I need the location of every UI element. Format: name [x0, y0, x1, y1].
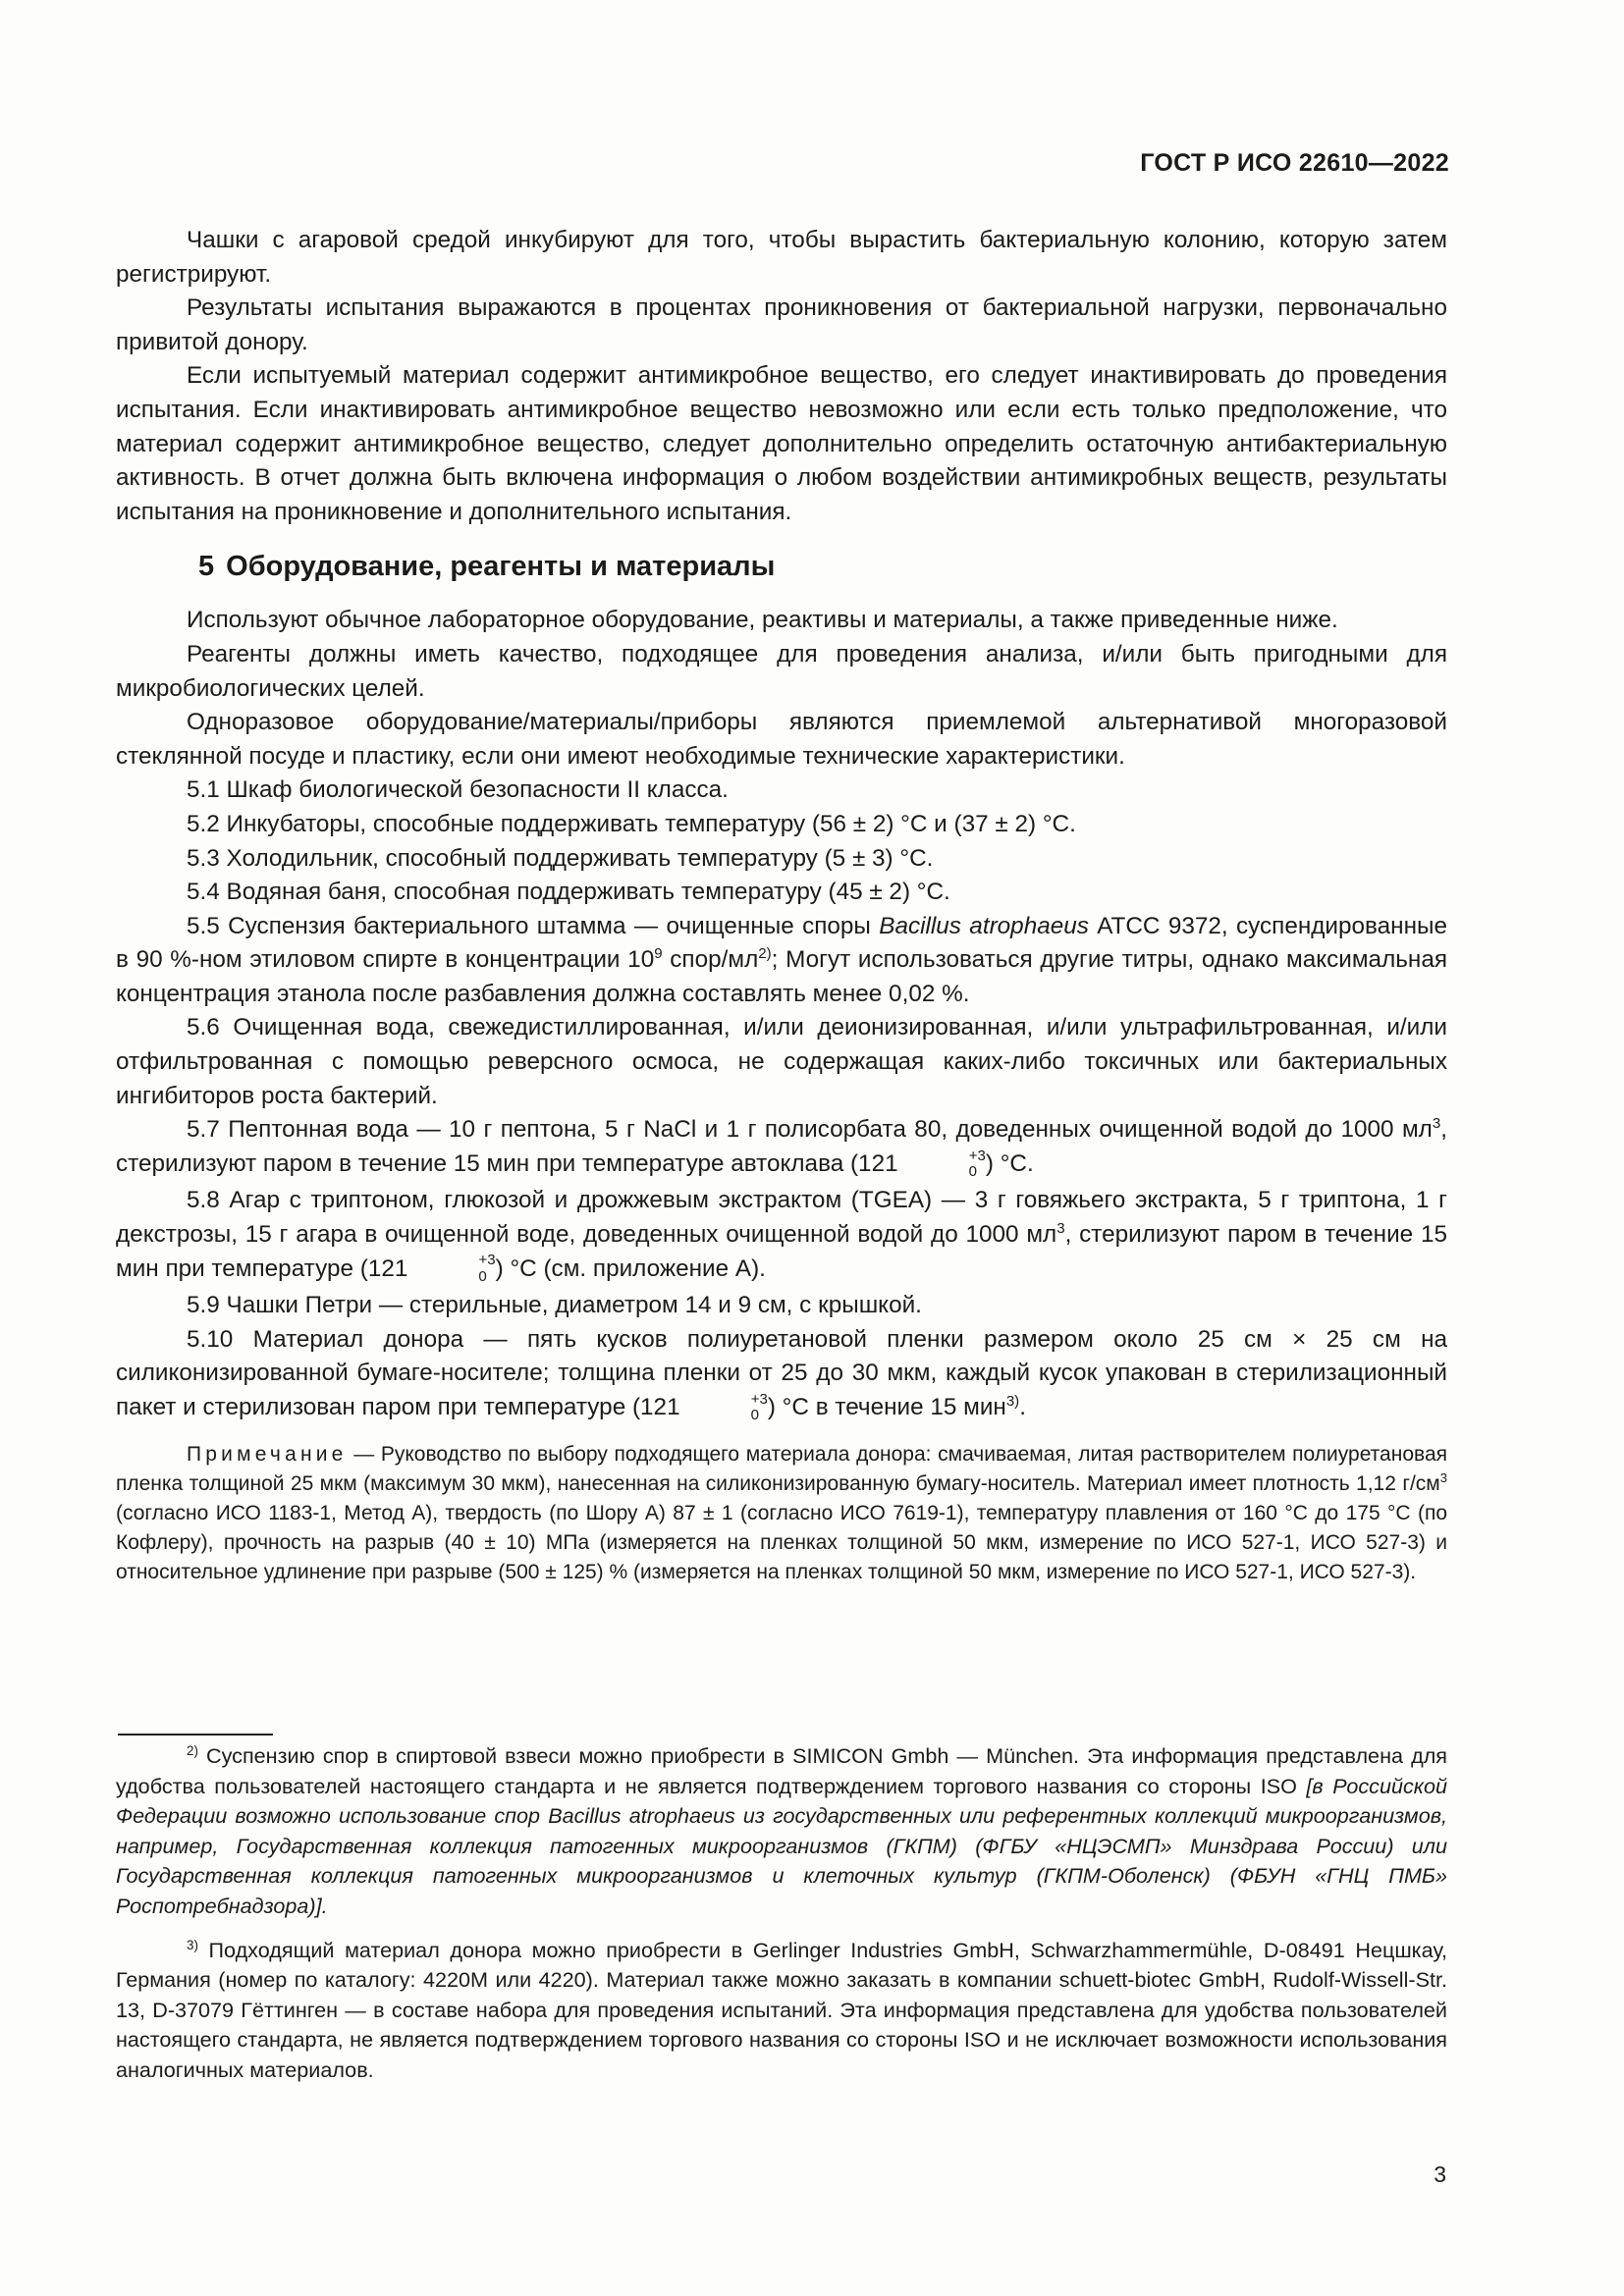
temperature-tolerance: $_0^{+3}$	[968, 1147, 986, 1181]
item-5-6: 5.6 Очищенная вода, свежедистиллированная, и/или деионизированная, и/или ультрафильтрованная, и/или отфильтрованная с помощью реверсного осмоса, не содержащая каких-либо токсичных или бактериальных ингибиторов роста бактерий.	[116, 1014, 1447, 1109]
item-5-1: 5.1 Шкаф биологической безопасности II класса.	[187, 776, 729, 804]
item-5-8: 5.8 Агар с триптоном, глюкозой и дрожжевым экстрактом (TGEA) — 3 г говяжьего экстракта, 5 г триптона, 1 г декстрозы, 15 г агара в очищенной воде, доведенных очищенной водой до 1000 $мл^3$, стерилизуют паром в течение 15 мин при температуре (121 $_0^{+3}$) °С (см. приложение А).	[116, 1184, 1447, 1289]
section-title: Оборудование, реагенты и материалы	[226, 551, 776, 583]
item-5-9: 5.9 Чашки Петри — стерильные, диаметром 14 и 9 см, с крышкой.	[187, 1292, 922, 1319]
footnote-mark-3: 3)	[187, 1937, 198, 1952]
item-5-10: 5.10 Материал донора — пять кусков полиуретановой пленки размером около 25 см × 25 см на силиконизированной бумаге-носителе; толщина пленки от 25 до 30 мкм, каждый кусок упакован в стерилизационный пакет и стерилизован паром при температуре (121 $_0^{+3}$) °С в течение 15 мин$^{3)}$.	[116, 1323, 1447, 1428]
section-paragraph-1: Используют обычное лабораторное оборудование, реактивы и материалы, а также приведенные ниже.	[187, 607, 1338, 634]
footnote-mark-2: 2)	[187, 1742, 198, 1758]
intro-paragraph-1: Чашки с агаровой средой инкубируют для того, чтобы вырастить бактериальную колонию, которую затем регистрируют.	[116, 227, 1447, 288]
exponent: 3	[1432, 1115, 1441, 1133]
item-5-7: 5.7 Пептонная вода — 10 г пептона, 5 г NaCl и 1 г полисорбата 80, доведенных очищенной водой до 1000 $мл^3$, стерилизуют паром в течение 15 мин при температуре автоклава (121 $_0^{+3}$) °С.	[116, 1113, 1447, 1184]
footnotes	[116, 1741, 1447, 2100]
exponent: 3	[1056, 1220, 1065, 1237]
footnote-ref-3[interactable]: 3)	[1005, 1392, 1020, 1410]
temperature-tolerance: $_0^{+3}$	[750, 1390, 768, 1424]
footnote-2-italic: [в Российской Федерации возможно использование спор Bacillus atrophaeus из государственных или референтных коллекций микроорганизмов, например, Государственная коллекция патогенных микроорганизмов (ГКПМ) (ФГБУ «НЦЭСМП» Минздрава России) или Государственная коллекция патогенных микроорганизмов и клеточных культур (ГКПМ-Оболенск) (ФБУН «ГНЦ ПМБ» Роспотребнадзора)].	[116, 1773, 1447, 1918]
footnote-ref-2[interactable]: 2)	[758, 945, 772, 963]
exponent: 9	[654, 945, 663, 963]
footnote-2: $^{2)}$ Суспензию спор в спиртовой взвеси можно приобрести в SIMICON Gmbh — München. Эта информация представлена для удобства пользователей настоящего стандарта и не является подтверждением торгового названия со стороны ISO [в Российской Федерации возможно использование спор Bacillus atrophaeus из государственных или референтных коллекций микроорганизмов, например, Государственная коллекция патогенных микроорганизмов (ГКПМ) (ФГБУ «НЦЭСМП» Минздрава России) или Государственная коллекция патогенных микроорганизмов и клеточных культур (ГКПМ-Оболенск) (ФБУН «ГНЦ ПМБ» Роспотребнадзора)].	[116, 1742, 1447, 1918]
intro-paragraph-3: Если испытуемый материал содержит антимикробное вещество, его следует инактивировать до проведения испытания. Если инактивировать антимикробное вещество невозможно или если есть только предположение, что материал содержит антимикробное вещество, следует дополнительно определить остаточную антибактериальную активность. В отчет должна быть включена информация о любом воздействии антимикробных веществ, результаты испытания на проникновение и дополнительного испытания.	[116, 362, 1447, 525]
section-paragraph-2: Реагенты должны иметь качество, подходящее для проведения анализа, и/или быть пригодными для микробиологических целей.	[116, 640, 1447, 702]
exponent: 3	[1439, 1469, 1447, 1485]
item-5-2: 5.2 Инкубаторы, способные поддерживать температуру (56 ± 2) °С и (37 ± 2) °С.	[187, 810, 1076, 837]
species-name: Bacillus atrophaeus	[879, 912, 1089, 939]
section-heading	[198, 545, 1447, 588]
standard-header: ГОСТ Р ИСО 22610—2022	[1140, 149, 1449, 177]
section-number: 5	[198, 551, 215, 583]
page-number: 3	[1434, 2162, 1446, 2187]
main-content	[116, 224, 1447, 1587]
section-paragraph-3: Одноразовое оборудование/материалы/приборы являются приемлемой альтернативой многоразовой стеклянной посуде и пластику, если они имеют необходимые технические характеристики.	[116, 709, 1447, 770]
footnote-divider	[118, 1734, 273, 1735]
item-5-4: 5.4 Водяная баня, способная поддерживать температуру (45 ± 2) °С.	[187, 879, 950, 906]
item-5-3: 5.3 Холодильник, способный поддерживать температуру (5 ± 3) °С.	[187, 844, 934, 872]
item-5-5: 5.5 Суспензия бактериального штамма — очищенные споры Bacillus atrophaeus АТСС 9372, суспендированные в 90 %-ном этиловом спирте в концентрации $10^9$ спор/$мл^{2)}$; Могут использоваться другие титры, однако максимальная концентрация этанола после разбавления должна составлять менее 0,02 %.	[116, 912, 1447, 1007]
note-block: Примечание — Руководство по выбору подходящего материала донора: смачиваемая, литая растворителем полиуретановая пленка толщиной 25 мкм (максимум 30 мкм), нанесенная на силиконизированную бумагу-носитель. Материал имеет плотность 1,12 $г/см^3$ (согласно ИСО 1183-1, Метод А), твердость (по Шору А) 87 ± 1 (согласно ИСО 7619-1), температуру плавления от 160 °С до 175 °С (по Кофлеру), прочность на разрыв (40 ± 10) МПа (измеряется на пленках толщиной 50 мкм, измерение по ИСО 527-1, ИСО 527-3) и относительное удлинение при разрыве (500 ± 125) % (измеряется на пленках толщиной 50 мкм, измерение по ИСО 527-1, ИСО 527-3).	[116, 1442, 1447, 1583]
temperature-tolerance: $_0^{+3}$	[478, 1252, 496, 1285]
note-label: Примечание	[187, 1442, 348, 1466]
intro-paragraph-2: Результаты испытания выражаются в процентах проникновения от бактериальной нагрузки, первоначально привитой донору.	[116, 294, 1447, 355]
footnote-3: $^{3)}$ Подходящий материал донора можно приобрести в Gerlinger Industries GmbH, Schwarzhammermühle, D-08491 Нецшкау, Германия (номер по каталогу: 4220M или 4220). Материал также можно заказать в компании schuett-biotec GmbH, Rudolf-Wissell-Str. 13, D-37079 Гёттинген — в составе набора для проведения испытаний. Эта информация представлена для удобства пользователей настоящего стандарта, не является подтверждением торгового названия со стороны ISO и не исключает возможности использования аналогичных материалов.	[116, 1937, 1447, 2082]
